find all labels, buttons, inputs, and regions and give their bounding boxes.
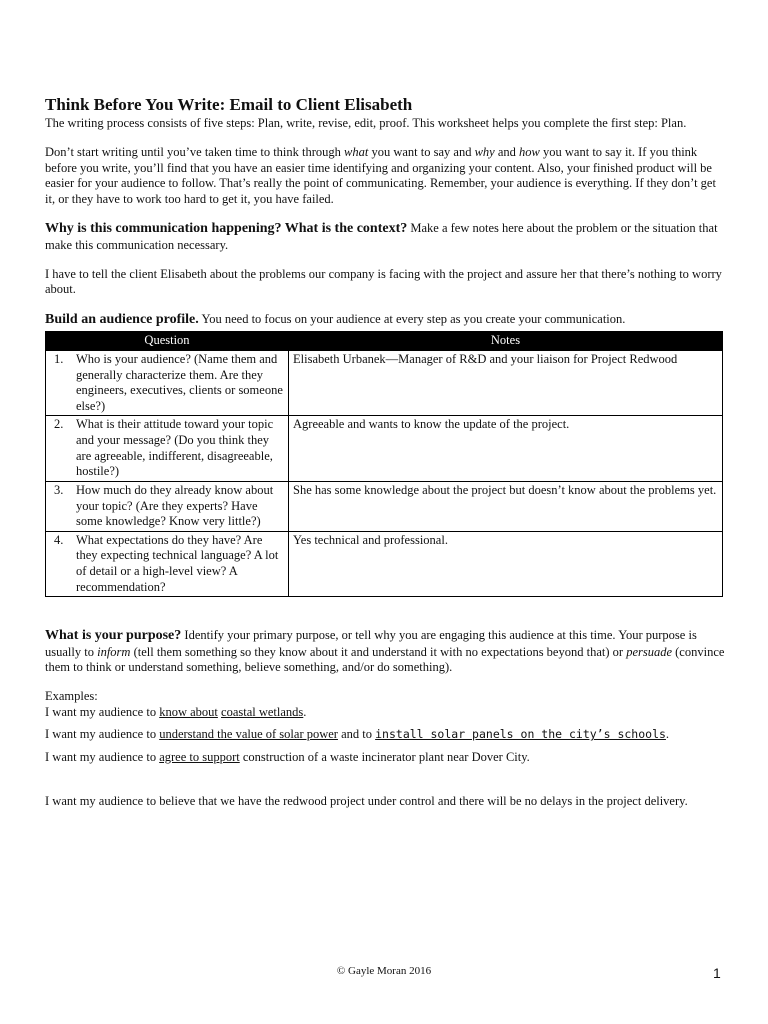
think-text-2: you want to say and (371, 144, 472, 159)
think-text-3: and (497, 144, 516, 159)
footer-copyright: © Gayle Moran 2016 (336, 965, 432, 977)
example-text: I want my audience to (45, 727, 157, 742)
context-prompt (45, 220, 725, 253)
question-cell (46, 481, 289, 531)
table-header-row (46, 332, 723, 351)
how-word: how (519, 144, 540, 159)
table-row (46, 350, 723, 416)
notes-cell[interactable]: She has some knowledge about the project but doesn’t know about the problems yet. (289, 481, 723, 531)
table-row (46, 416, 723, 482)
question-cell (46, 350, 289, 416)
context-instruction: Make a few notes here about the problem or the situation that make this communication necessary. (45, 221, 718, 252)
question-number: 4. (54, 532, 64, 547)
page-title: Think Before You Write: Email to Client Elisabeth (45, 95, 413, 114)
question-cell (46, 416, 289, 482)
example-1 (45, 705, 725, 721)
example-2 (45, 727, 725, 743)
example-underlined: agree to support (159, 749, 240, 764)
example-underlined: know about (159, 704, 218, 719)
think-text-1: Don’t start writing until you’ve taken time to think through (45, 144, 341, 159)
purpose-text-3: (convince them to think or understand something, believe something, and/or do something). (45, 644, 725, 675)
example-period: . (303, 704, 307, 719)
purpose-text-2: (tell them something so they know about it and understand it with no expectations beyond that) or (133, 644, 624, 659)
why-word: why (474, 144, 495, 159)
question-cell (46, 531, 289, 597)
context-answer: I have to tell the client Elisabeth about the problems our company is facing with the project and assure her that there’s nothing to worry about. (45, 266, 722, 297)
example-underlined: understand the value of solar power (159, 727, 338, 742)
example-text: I want my audience to (45, 704, 157, 719)
inform-word: inform (97, 644, 131, 659)
notes-cell[interactable]: Agreeable and wants to know the update of the project. (289, 416, 723, 482)
question-text: How much do they already know about your topic? (Are they experts? Have some knowledge? Know very little?) (76, 482, 274, 529)
question-number: 1. (54, 351, 64, 366)
audience-heading: Build an audience profile. (45, 311, 199, 327)
what-word: what (344, 144, 369, 159)
example-period: . (665, 727, 670, 742)
audience-prompt (45, 311, 725, 329)
example-text: construction of a waste incinerator plant near Dover City. (242, 749, 530, 764)
audience-profile-table (45, 331, 723, 597)
example-underlined: coastal wetlands (221, 704, 304, 719)
purpose-paragraph (45, 627, 725, 676)
think-paragraph (45, 145, 725, 208)
think-text-4: you want to say it. If you think before you write, you’ll find that you have an easier time identifying and organizing your content. Also, your finished product will be easier for your audience to follow. That’s really the point of communicating. Remember, your audience is everything. If they don’t get it, or they have to work too hard to get it, you have failed. (45, 144, 716, 206)
question-text: Who is your audience? (Name them and generally characterize them. Are they engineers, executives, clients or someone else?) (76, 351, 283, 413)
intro-text: The writing process consists of five steps: Plan, write, revise, edit, proof. This worksheet helps you complete the first step: Plan. (45, 116, 687, 131)
example-text: I want my audience to (45, 749, 157, 764)
question-number: 2. (54, 417, 64, 432)
examples-label: Examples: (45, 689, 98, 703)
audience-instruction: You need to focus on your audience at every step as you create your communication. (201, 311, 626, 326)
worksheet-page (45, 94, 725, 809)
notes-column-header: Notes (289, 332, 723, 351)
persuade-word: persuade (626, 644, 673, 659)
example-3 (45, 750, 725, 766)
question-text: What expectations do they have? Are they expecting technical language? A lot of detail or a high-level view? A recommendation? (76, 532, 279, 594)
notes-cell[interactable]: Yes technical and professional. (289, 531, 723, 597)
purpose-answer: I want my audience to believe that we have the redwood project under control and there will be no delays in the project delivery. (45, 793, 688, 808)
page-number: 1 (713, 965, 721, 981)
notes-cell[interactable]: Elisabeth Urbanek—Manager of R&D and your liaison for Project Redwood (289, 350, 723, 416)
context-heading: Why is this communication happening? What is the context? (45, 221, 408, 237)
table-row (46, 531, 723, 597)
question-text: What is their attitude toward your topic and your message? (Do you think they are agreeable, indifferent, disagreeable, hostile?) (76, 417, 274, 479)
question-column-header: Question (46, 332, 289, 351)
question-number: 3. (54, 482, 64, 497)
example-underlined: install solar panels on the city’s schools (375, 727, 666, 742)
purpose-text-1: Identify your primary purpose, or tell why you are engaging this audience at this time. Your purpose is usually to (45, 628, 697, 659)
example-text: and to (341, 727, 372, 742)
table-row (46, 481, 723, 531)
purpose-heading: What is your purpose? (45, 628, 182, 644)
